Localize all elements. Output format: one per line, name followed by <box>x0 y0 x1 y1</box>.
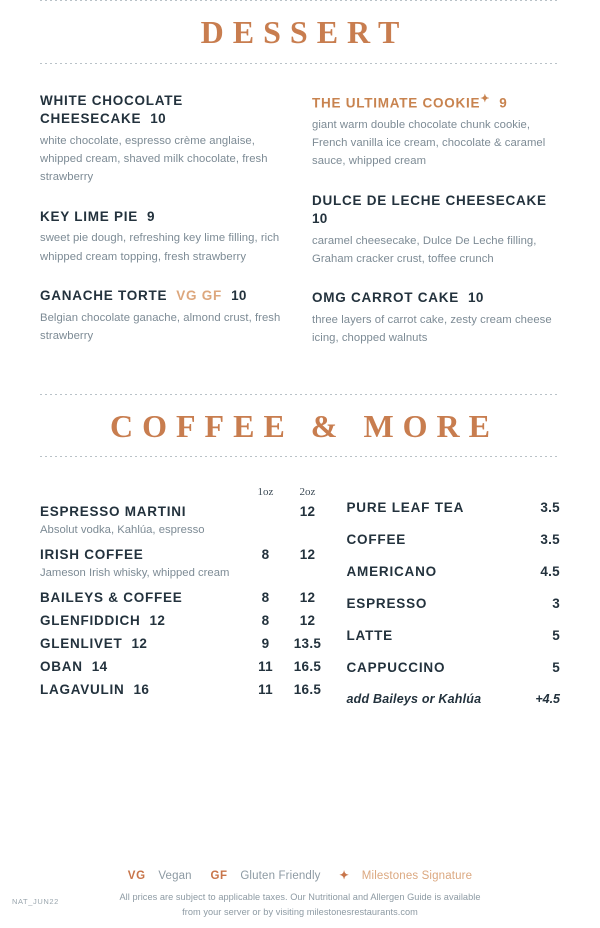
drink-price-2oz: 13.5 <box>293 636 322 652</box>
drink-item <box>40 653 329 674</box>
drink-item <box>40 607 329 628</box>
dessert-item-title <box>40 92 288 129</box>
drink-row <box>40 607 329 628</box>
dessert-section-title: DESSERT <box>200 14 409 50</box>
beverage-name: PURE LEAF TEA <box>346 500 465 516</box>
drink-price-1oz: 8 <box>261 590 270 606</box>
dessert-item-name: KEY LIME PIE <box>40 208 139 224</box>
drink-row <box>40 498 329 519</box>
dessert-item-description: three layers of carrot cake, zesty cream cheese icing, chopped walnuts <box>312 314 552 345</box>
drink-row <box>40 653 329 674</box>
oz-header-1: 1oz <box>257 486 274 499</box>
legend-vg-code: VG <box>127 870 146 883</box>
dessert-item-description: caramel cheesecake, Dulce De Leche filling, Graham cracker crust, toffee crunch <box>312 234 537 266</box>
drink-price-2oz: 16.5 <box>293 659 322 675</box>
dessert-item <box>40 287 288 345</box>
drink-name-cell <box>40 547 245 562</box>
dessert-item <box>40 208 288 266</box>
dessert-item-description: white chocolate, espresso crème anglaise, whipped cream, shaved milk chocolate, fresh strawberry <box>40 134 268 184</box>
dessert-left-column <box>40 92 288 348</box>
dessert-item-name: DULCE DE LECHE CHEESECAKE <box>312 192 547 208</box>
legend-gf-label: Gluten Friendly <box>240 870 321 883</box>
beverage-name: CAPPUCCINO <box>346 660 446 676</box>
oz-column-headers <box>40 479 329 498</box>
drink-name-cell <box>40 590 245 605</box>
legend-row <box>0 868 600 882</box>
dessert-item-title <box>312 289 560 308</box>
beverage-name: ESPRESSO <box>346 596 428 612</box>
drink-name: GLENFIDDICH <box>40 613 141 629</box>
drink-price-2oz: 12 <box>299 547 316 563</box>
drink-base-price: 12 <box>149 613 166 629</box>
drink-price-1oz: 9 <box>261 636 270 652</box>
dessert-item-price: 10 <box>150 111 166 127</box>
drink-price-1oz: 11 <box>258 682 273 698</box>
dessert-right-column <box>312 92 560 348</box>
drink-price-1oz: 11 <box>258 659 273 675</box>
dessert-item-name: GANACHE TORTE <box>40 287 168 303</box>
beverage-price: 5 <box>552 628 560 644</box>
beverage-row <box>347 532 561 564</box>
beverage-row <box>347 564 561 596</box>
beverage-price: 3.5 <box>540 532 560 548</box>
drink-price-2oz: 12 <box>299 613 316 629</box>
dessert-item-title <box>40 287 288 306</box>
beverage-row <box>347 500 561 532</box>
dessert-item-description: sweet pie dough, refreshing key lime filling, rich whipped cream topping, fresh strawberry <box>40 232 280 263</box>
drink-price-2oz: 16.5 <box>293 682 322 698</box>
drink-name-cell <box>40 682 245 697</box>
fineprint <box>0 890 600 920</box>
dessert-item-price: 9 <box>499 95 508 111</box>
oz-header-2: 2oz <box>299 486 316 499</box>
beverage-name: COFFEE <box>346 532 407 548</box>
legend-gf-code: GF <box>210 870 228 883</box>
menu-footer <box>0 868 600 928</box>
coffee-section-title: COFFEE & MORE <box>110 407 499 444</box>
dessert-item <box>312 192 560 269</box>
drink-row <box>40 676 329 697</box>
drink-name: OBAN <box>40 659 83 675</box>
drink-item <box>40 541 329 582</box>
signature-plus-icon: ✦ <box>339 870 350 883</box>
dessert-item-name: WHITE CHOCOLATE CHEESECAKE <box>40 92 183 127</box>
fineprint-line-2: from your server or by visiting milestonesrestaurants.com <box>182 907 418 918</box>
drink-base-price: 12 <box>131 636 148 652</box>
drink-description: Jameson Irish whisky, whipped cream <box>40 567 230 580</box>
drink-price-2oz: 12 <box>299 590 316 606</box>
dessert-item-price: 10 <box>312 211 328 227</box>
legend-vg-label: Vegan <box>158 870 192 883</box>
signature-plus-icon: ✦ <box>480 92 491 105</box>
drink-name: GLENLIVET <box>40 636 123 652</box>
drink-name-cell <box>40 636 245 651</box>
dessert-item-description: Belgian chocolate ganache, almond crust, fresh strawberry <box>40 311 281 342</box>
drink-addon-row <box>347 692 561 724</box>
drink-name-cell <box>40 659 245 674</box>
drink-base-price: 16 <box>133 682 150 698</box>
beverage-row <box>347 660 561 692</box>
beverage-row <box>347 596 561 628</box>
drink-name: ESPRESSO MARTINI <box>40 504 187 520</box>
dessert-item-description: giant warm double chocolate chunk cookie, French vanilla ice cream, chocolate & caramel sauce, whipped cream <box>312 118 546 168</box>
beverage-row <box>347 628 561 660</box>
drink-item <box>40 498 329 539</box>
beverage-price: 3 <box>552 596 560 612</box>
beverage-price: +4.5 <box>535 692 560 707</box>
drink-item <box>40 676 329 697</box>
beverage-price: 4.5 <box>540 564 560 580</box>
dessert-item <box>40 92 288 187</box>
coffee-columns <box>0 457 600 724</box>
dessert-item <box>312 289 560 347</box>
dessert-item-title <box>40 208 288 227</box>
document-code: NAT_JUN22 <box>12 897 59 906</box>
drink-row <box>40 630 329 651</box>
beverage-price: 5 <box>552 660 560 676</box>
dessert-item-price: 10 <box>468 290 484 306</box>
dessert-columns <box>0 64 600 348</box>
beverage-name: add Baileys or Kahlúa <box>346 692 482 707</box>
coffee-right-column <box>347 479 561 724</box>
legend-signature-label: Milestones Signature <box>361 870 473 883</box>
drink-name-cell <box>40 613 245 628</box>
fineprint-line-1: All prices are subject to applicable taxes. Our Nutritional and Allergen Guide is available <box>119 892 481 903</box>
dessert-item-price: 10 <box>231 287 247 303</box>
drink-price-1oz: 8 <box>261 547 270 563</box>
drink-name-cell <box>40 504 245 519</box>
drink-item <box>40 630 329 651</box>
dessert-item <box>312 92 560 171</box>
drink-price-1oz: 8 <box>261 613 270 629</box>
coffee-left-column <box>40 479 329 724</box>
drink-name: LAGAVULIN <box>40 682 125 698</box>
drink-name: BAILEYS & COFFEE <box>40 590 183 606</box>
drink-row <box>40 584 329 605</box>
drink-base-price: 14 <box>91 659 108 675</box>
dietary-tag: VG GF <box>176 287 223 303</box>
beverage-name: LATTE <box>346 628 393 644</box>
drink-item <box>40 584 329 605</box>
drink-description: Absolut vodka, Kahlúa, espresso <box>40 524 205 537</box>
dessert-item-price: 9 <box>147 208 155 224</box>
drink-price-2oz: 12 <box>299 504 316 520</box>
drink-name: IRISH COFFEE <box>40 547 144 563</box>
dessert-item-name: THE ULTIMATE COOKIE <box>312 95 481 111</box>
beverage-name: AMERICANO <box>346 564 437 580</box>
dessert-item-name: OMG CARROT CAKE <box>312 290 459 306</box>
dessert-item-title <box>312 192 560 229</box>
dessert-item-title <box>312 92 560 113</box>
drink-row <box>40 541 329 562</box>
beverage-price: 3.5 <box>540 500 560 516</box>
